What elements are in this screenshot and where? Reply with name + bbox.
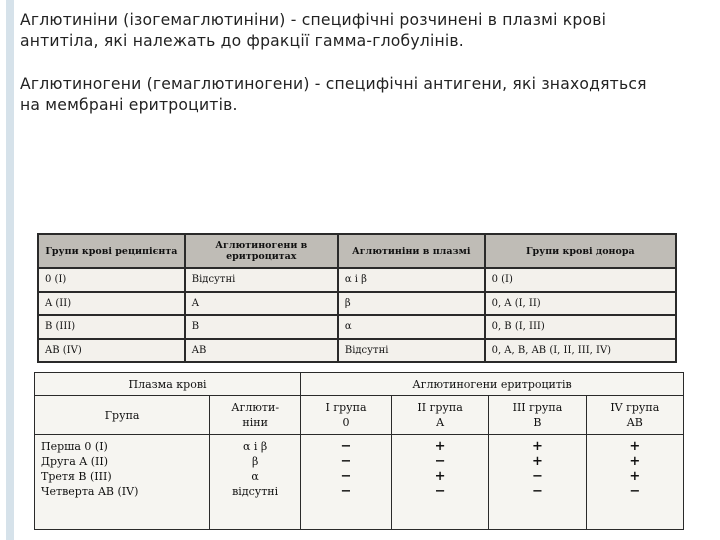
table-row bbox=[38, 339, 676, 363]
header-agglutinins: Аглюти- ніни bbox=[210, 396, 301, 435]
table-header-row bbox=[35, 373, 684, 396]
table-cell: 0 (I) bbox=[485, 268, 676, 292]
table-row bbox=[38, 292, 676, 316]
header-recipient-group: Групи крові реципієнта bbox=[38, 234, 185, 268]
agglutinins-cell: α і β β α відсутні bbox=[210, 435, 301, 530]
table-cell: Відсутні bbox=[338, 339, 485, 363]
header-group-I: I група 0 bbox=[301, 396, 392, 435]
header-group-III: III група B bbox=[489, 396, 586, 435]
table-cell: 0, B (I, III) bbox=[485, 315, 676, 339]
table-cell: B bbox=[185, 315, 338, 339]
table-cell: α bbox=[338, 315, 485, 339]
header-group-II: II група A bbox=[391, 396, 488, 435]
table-cell: 0, A (I, II) bbox=[485, 292, 676, 316]
table-cell: A (II) bbox=[38, 292, 185, 316]
table-cell: α і β bbox=[338, 268, 485, 292]
table-cell: 0 (I) bbox=[38, 268, 185, 292]
table-header-row bbox=[38, 234, 676, 268]
table-subheader-row bbox=[35, 396, 684, 435]
agglutinins-definition: Аглютиніни (ізогемаглютиніни) - специфічні розчинені в плазмі крові антитіла, які належать до фракції гамма-глобулінів. bbox=[20, 11, 607, 50]
agglutination-reaction-table bbox=[34, 372, 684, 530]
table-cell: A bbox=[185, 292, 338, 316]
reactions-group-III: + + − − bbox=[489, 435, 586, 530]
header-blood-plasma: Плазма крові bbox=[35, 373, 301, 396]
table-cell: Відсутні bbox=[185, 268, 338, 292]
header-group: Група bbox=[35, 396, 210, 435]
reactions-group-II: + − + − bbox=[391, 435, 488, 530]
blood-compatibility-table bbox=[37, 233, 677, 363]
table-cell: β bbox=[338, 292, 485, 316]
reactions-group-I: − − − − bbox=[301, 435, 392, 530]
table-cell: B (III) bbox=[38, 315, 185, 339]
header-donor-group: Групи крові донора bbox=[485, 234, 676, 268]
table-row bbox=[38, 268, 676, 292]
header-erythrocyte-agglutinogens: Аглютиногени еритроцитів bbox=[301, 373, 684, 396]
table-row bbox=[38, 315, 676, 339]
header-agglutinogens: Аглютиногени в еритроцитах bbox=[185, 234, 338, 268]
table-cell: AB bbox=[185, 339, 338, 363]
reactions-group-IV: + + + − bbox=[586, 435, 683, 530]
table-cell: AB (IV) bbox=[38, 339, 185, 363]
agglutinogens-definition: Аглютиногени (гемаглютиногени) - специфічні антигени, які знаходяться на мембрані еритроцитів. bbox=[20, 75, 647, 114]
header-group-IV: IV група AB bbox=[586, 396, 683, 435]
decorative-side-bar bbox=[6, 0, 14, 540]
intro-text bbox=[20, 10, 670, 116]
table-cell: 0, A, B, AB (I, II, III, IV) bbox=[485, 339, 676, 363]
header-agglutinins: Аглютиніни в плазмі bbox=[338, 234, 485, 268]
group-names-cell: Перша 0 (I) Друга A (II) Третя B (III) Четверта AB (IV) bbox=[35, 435, 210, 530]
table-row bbox=[35, 435, 684, 530]
